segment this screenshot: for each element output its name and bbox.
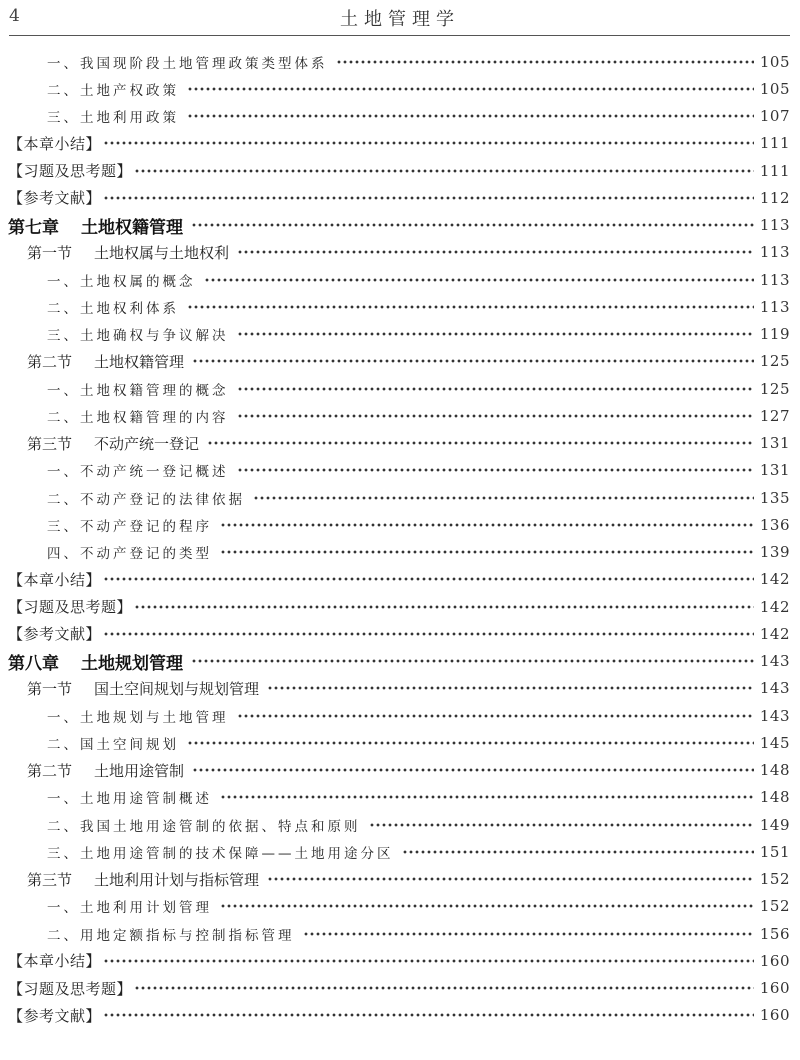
section-number: 第三节	[27, 870, 73, 889]
toc-entry-label: 【参考文献】	[8, 625, 102, 644]
toc-page-number: 148	[759, 761, 790, 780]
toc-page-number: 135	[759, 488, 790, 507]
toc-page-number: 125	[759, 379, 790, 398]
toc-entry-label: 一、土地规划与土地管理	[47, 709, 229, 726]
dot-leader	[187, 737, 754, 749]
toc-page-number: 136	[759, 515, 790, 534]
toc-entry-label: 四、不动产登记的类型	[47, 546, 212, 563]
dot-leader	[187, 83, 754, 95]
toc-page-number: 145	[759, 733, 790, 752]
toc-page-number: 143	[759, 679, 790, 698]
chapter-heading	[8, 213, 183, 238]
dot-leader	[103, 628, 754, 640]
chapter-heading	[8, 649, 183, 674]
running-title: 土地管理学	[340, 9, 460, 30]
dot-leader	[267, 873, 754, 885]
dot-leader	[134, 165, 754, 177]
toc-entry-item[interactable]	[0, 893, 800, 920]
section-number: 第三节	[27, 434, 73, 453]
dot-leader	[220, 900, 754, 912]
section-number: 第二节	[27, 761, 73, 780]
toc-entry-item[interactable]	[0, 48, 800, 75]
toc-entry-extra[interactable]	[0, 184, 800, 211]
toc-page-number: 107	[759, 107, 790, 126]
header-rule	[9, 35, 790, 36]
toc-entry-label: 二、用地定额指标与控制指标管理	[47, 927, 295, 944]
dot-leader	[220, 546, 754, 558]
toc-page-number: 111	[759, 161, 790, 180]
toc-page-number: 131	[759, 461, 790, 480]
toc-entry-label: 【习题及思考题】	[8, 598, 133, 617]
toc-entry-item[interactable]	[0, 702, 800, 729]
dot-leader	[237, 328, 754, 340]
toc-entry-section[interactable]	[0, 348, 800, 375]
dot-leader	[134, 601, 754, 613]
toc-entry-extra[interactable]	[0, 566, 800, 593]
toc-entry-label: 二、土地产权政策	[47, 82, 179, 99]
section-title: 不动产统一登记	[94, 434, 200, 453]
toc-entry-extra[interactable]	[0, 593, 800, 620]
toc-page-number: 119	[759, 325, 790, 344]
toc-page-number: 151	[759, 842, 790, 861]
toc-page-number: 148	[759, 788, 790, 807]
toc-page-number: 113	[759, 297, 790, 316]
toc-page-number: 111	[759, 134, 790, 153]
toc-page-number: 113	[759, 216, 790, 235]
dot-leader	[187, 301, 754, 313]
toc-entry-extra[interactable]	[0, 975, 800, 1002]
toc-page-number: 160	[759, 979, 790, 998]
toc-entry-extra[interactable]	[0, 620, 800, 647]
toc-page-number: 127	[759, 406, 790, 425]
toc-entry-item[interactable]	[0, 811, 800, 838]
dot-leader	[103, 573, 754, 585]
toc-entry-extra[interactable]	[0, 1002, 800, 1029]
toc-entry-item[interactable]	[0, 266, 800, 293]
dot-leader	[336, 56, 754, 68]
toc-entry-item[interactable]	[0, 321, 800, 348]
toc-page-number: 113	[759, 243, 790, 262]
dot-leader	[267, 682, 754, 694]
table-of-contents	[0, 48, 800, 1029]
toc-entry-label: 一、我国现阶段土地管理政策类型体系	[47, 55, 328, 72]
toc-entry-item[interactable]	[0, 75, 800, 102]
dot-leader	[303, 928, 754, 940]
toc-entry-item[interactable]	[0, 375, 800, 402]
toc-entry-item[interactable]	[0, 293, 800, 320]
page-header	[0, 0, 800, 38]
dot-leader	[237, 246, 754, 258]
toc-entry-label: 一、不动产统一登记概述	[47, 464, 229, 481]
toc-page-number: 143	[759, 652, 790, 671]
section-heading	[27, 869, 259, 890]
toc-entry-label: 二、不动产登记的法律依据	[47, 491, 245, 508]
toc-entry-extra[interactable]	[0, 130, 800, 157]
toc-entry-extra[interactable]	[0, 157, 800, 184]
toc-entry-label: 三、土地用途管制的技术保障——土地用途分区	[47, 845, 394, 862]
section-heading	[27, 678, 259, 699]
section-title: 土地权属与土地权利	[94, 243, 230, 262]
toc-entry-label: 【本章小结】	[8, 952, 102, 971]
toc-entry-label: 三、不动产登记的程序	[47, 518, 212, 535]
toc-entry-chapter[interactable]	[0, 212, 800, 239]
chapter-title: 土地权籍管理	[81, 217, 183, 238]
toc-entry-item[interactable]	[0, 920, 800, 947]
section-number: 第一节	[27, 243, 73, 262]
toc-entry-label: 【本章小结】	[8, 134, 102, 153]
toc-entry-label: 二、土地权籍管理的内容	[47, 409, 229, 426]
toc-page-number: 143	[759, 706, 790, 725]
dot-leader	[187, 110, 754, 122]
toc-entry-item[interactable]	[0, 729, 800, 756]
toc-page-number: 112	[759, 188, 790, 207]
dot-leader	[192, 355, 754, 367]
toc-entry-label: 【习题及思考题】	[8, 979, 133, 998]
toc-entry-item[interactable]	[0, 103, 800, 130]
dot-leader	[103, 955, 754, 967]
dot-leader	[253, 492, 754, 504]
dot-leader	[237, 383, 754, 395]
toc-entry-chapter[interactable]	[0, 648, 800, 675]
dot-leader	[103, 192, 754, 204]
section-number: 第二节	[27, 352, 73, 371]
dot-leader	[402, 846, 754, 858]
toc-entry-item[interactable]	[0, 511, 800, 538]
toc-entry-section[interactable]	[0, 866, 800, 893]
toc-entry-label: 一、土地利用计划管理	[47, 900, 212, 917]
dot-leader	[369, 819, 754, 831]
toc-entry-label: 【本章小结】	[8, 570, 102, 589]
toc-entry-item[interactable]	[0, 838, 800, 865]
section-heading	[27, 242, 229, 263]
toc-entry-item[interactable]	[0, 402, 800, 429]
dot-leader	[237, 464, 754, 476]
section-heading	[27, 760, 184, 781]
toc-entry-item[interactable]	[0, 539, 800, 566]
toc-entry-section[interactable]	[0, 675, 800, 702]
section-title: 土地权籍管理	[94, 352, 185, 371]
dot-leader	[237, 410, 754, 422]
section-title: 国土空间规划与规划管理	[94, 679, 260, 698]
section-number: 第一节	[27, 679, 73, 698]
toc-page-number: 131	[759, 434, 790, 453]
dot-leader	[134, 982, 754, 994]
dot-leader	[220, 791, 754, 803]
toc-entry-section[interactable]	[0, 430, 800, 457]
page-number: 4	[9, 6, 20, 26]
section-title: 土地用途管制	[94, 761, 185, 780]
toc-page-number: 125	[759, 352, 790, 371]
toc-entry-label: 二、我国土地用途管制的依据、特点和原则	[47, 818, 361, 835]
chapter-number: 第七章	[8, 217, 59, 238]
toc-entry-extra[interactable]	[0, 947, 800, 974]
toc-page-number: 105	[759, 52, 790, 71]
toc-entry-item[interactable]	[0, 484, 800, 511]
toc-entry-label: 三、土地确权与争议解决	[47, 328, 229, 345]
dot-leader	[192, 764, 754, 776]
dot-leader	[204, 274, 754, 286]
toc-page-number: 105	[759, 79, 790, 98]
dot-leader	[103, 1009, 754, 1021]
dot-leader	[237, 710, 754, 722]
dot-leader	[207, 437, 754, 449]
dot-leader	[191, 655, 754, 667]
toc-page-number: 142	[759, 624, 790, 643]
toc-entry-label: 【习题及思考题】	[8, 162, 133, 181]
toc-entry-label: 一、土地权属的概念	[47, 273, 196, 290]
toc-entry-label: 三、土地利用政策	[47, 110, 179, 127]
toc-page-number: 149	[759, 815, 790, 834]
toc-entry-label: 【参考文献】	[8, 189, 102, 208]
toc-page-number: 142	[759, 570, 790, 589]
toc-page-number: 139	[759, 543, 790, 562]
toc-entry-label: 【参考文献】	[8, 1006, 102, 1025]
toc-page-number: 160	[759, 951, 790, 970]
dot-leader	[103, 137, 754, 149]
toc-entry-label: 一、土地用途管制概述	[47, 791, 212, 808]
toc-entry-label: 二、土地权利体系	[47, 300, 179, 317]
dot-leader	[220, 519, 754, 531]
toc-entry-item[interactable]	[0, 457, 800, 484]
toc-page-number: 160	[759, 1006, 790, 1025]
toc-entry-item[interactable]	[0, 784, 800, 811]
toc-page-number: 156	[759, 924, 790, 943]
toc-page-number: 152	[759, 870, 790, 889]
chapter-title: 土地规划管理	[81, 653, 183, 674]
section-heading	[27, 351, 184, 372]
toc-entry-section[interactable]	[0, 239, 800, 266]
toc-page-number: 113	[759, 270, 790, 289]
section-title: 土地利用计划与指标管理	[94, 870, 260, 889]
toc-page-number: 142	[759, 597, 790, 616]
toc-page-number: 152	[759, 897, 790, 916]
toc-entry-section[interactable]	[0, 757, 800, 784]
toc-entry-label: 一、土地权籍管理的概念	[47, 382, 229, 399]
dot-leader	[191, 219, 754, 231]
section-heading	[27, 433, 199, 454]
chapter-number: 第八章	[8, 653, 59, 674]
toc-entry-label: 二、国土空间规划	[47, 736, 179, 753]
